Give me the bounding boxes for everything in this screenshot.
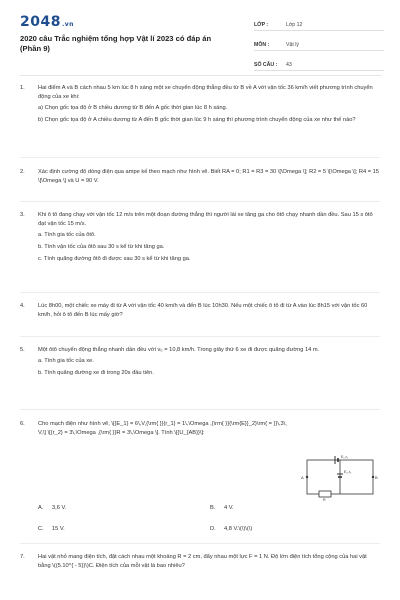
meta-value: Vật lý (286, 42, 299, 48)
option-a[interactable] (38, 505, 188, 511)
question-2 (20, 168, 380, 186)
subpart: a) Chọn gốc tọa độ ở B chiều dương từ B đến A gốc thời gian lúc 8 h sáng. (38, 105, 228, 111)
question-text: Lúc 8h00, một chiếc xe máy đi từ A với vận tốc 40 km/h và đến B lúc 10h30. Nếu một chiếc ô tô đi từ A vào lúc 8h15 với vận tốc 60 km/h, hỏi ô tô đến B lúc mấy giờ? (38, 303, 368, 318)
site-logo[interactable] (20, 14, 74, 30)
option-d[interactable] (210, 526, 360, 532)
node-a-label: A (301, 475, 304, 480)
logo-suffix: .vn (61, 21, 74, 28)
question-6 (20, 420, 290, 438)
option-c[interactable] (38, 526, 188, 532)
question-text: Khi ô tô đang chạy với vận tốc 12 m/s trên một đoạn đường thẳng thì người lái xe tăng ga cho ôtô chạy nhanh dần đều. Sau 15 s ôtô đạt vận tốc 15 m/s. (38, 212, 373, 227)
question-subparts (38, 104, 380, 125)
question-text: Một ôtô chuyển động thẳng nhanh dần đều với v₀ = 10,8 km/h. Trong giây thứ 6 xe đi được quãng đường 14 m. (38, 347, 320, 353)
circuit-svg (295, 452, 385, 502)
meta-label: SỐ CÂU : (254, 62, 278, 68)
divider-line (20, 292, 380, 293)
subpart: c. Tính quãng đường ôtô đi được sau 30 s kể từ khi tăng ga. (38, 256, 191, 262)
meta-value: Lớp 12 (286, 22, 303, 28)
option-label: A. (38, 505, 44, 511)
option-text: 4,8 V.\(\)\(\) (224, 526, 253, 532)
option-label: B. (210, 505, 216, 511)
divider-line (20, 336, 380, 337)
question-number: 4. (20, 303, 25, 309)
question-7 (20, 553, 380, 571)
divider (20, 409, 380, 410)
question-number: 6. (20, 421, 25, 427)
label-e1: E₁,r₁ (341, 455, 349, 459)
option-b[interactable] (210, 505, 360, 511)
question-subparts (38, 231, 380, 264)
subpart: b) Chọn gốc tọa độ ở A chiều dương từ A đến B gốc thời gian lúc 9 h sáng thì phương trình chuyển động của xe như thế nào? (38, 117, 356, 123)
divider (20, 292, 380, 293)
logo-main: 2048 (20, 14, 61, 30)
option-text: 4 V. (224, 505, 234, 511)
question-3 (20, 211, 380, 267)
divider-line (20, 157, 380, 158)
resistor-label: R (323, 498, 326, 502)
subpart: b. Tính quãng đường xe đi trong 20s đầu tiên. (38, 370, 154, 376)
subpart: a. Tính gia tốc của ôtô. (38, 232, 96, 238)
meta-row-class (254, 14, 384, 31)
divider-line (20, 543, 380, 544)
subpart: b. Tính vận tốc của ôtô sau 30 s kể từ khi tăng ga. (38, 244, 165, 250)
circuit-diagram (295, 452, 385, 502)
meta-panel (254, 14, 384, 74)
meta-row-subject (254, 34, 384, 51)
meta-label: MÔN : (254, 42, 270, 48)
option-label: D. (210, 526, 216, 532)
page-title: 2020 câu Trắc nghiệm tổng hợp Vật lí 2023 có đáp án (Phần 9) (20, 34, 212, 53)
question-text: Hai điểm A và B cách nhau 5 km lúc 8 h sáng một xe chuyển động thẳng đều từ B về A với vận tốc 36 km/h viết phương trình chuyển động của xe khi: (38, 85, 373, 100)
question-1 (20, 84, 380, 128)
subpart: a. Tính gia tốc của xe. (38, 358, 94, 364)
question-number: 1. (20, 85, 25, 91)
question-4 (20, 302, 380, 320)
question-number: 5. (20, 347, 25, 353)
question-number: 2. (20, 169, 25, 175)
divider-line (20, 201, 380, 202)
option-text: 3,6 V. (52, 505, 67, 511)
option-text: 15 V. (52, 526, 65, 532)
meta-value: 43 (286, 62, 292, 68)
divider (20, 201, 380, 202)
question-number: 3. (20, 212, 25, 218)
header-divider (20, 75, 382, 76)
divider (20, 157, 380, 158)
divider-line (20, 409, 380, 410)
meta-row-count (254, 54, 384, 71)
label-e2: E₂,r₂ (344, 470, 352, 474)
meta-label: LỚP : (254, 22, 269, 28)
question-5 (20, 346, 380, 381)
option-label: C. (38, 526, 44, 532)
question-text: Xác định cường độ dòng điện qua ampe kế theo mạch như hình vẽ. Biết RA = 0; R1 = R3 = 30 \[\Omega \]; R2 = 5 \[\Omega \]; R4 = 15 \[\Omega \] và U = 90 V. (38, 169, 379, 184)
question-number: 7. (20, 554, 25, 560)
divider (20, 543, 380, 544)
question-text: Cho mạch điện như hình vẽ, \[{E_1} = 6\,V,{\rm{ }}{r_1} = 1\,\Omega ,{\rm{ }}{\rm{E}}_2}\rm{ = }}\,3\,V,\] \[{r_2} = 3\,\Omega ,{\rm{ }}R = 3\,\Omega \]. Tính \[{U_{AB}}\]: (38, 421, 287, 436)
question-text: Hai vật nhỏ mang điện tích, đặt cách nhau một khoảng R = 2 cm, đẩy nhau một lực F = 1 N. Độ lớn điện tích tổng cộng của hai vật bằng \((5.10^{ - 5})\)C. Điện tích của mỗi vật là bao nhiêu? (38, 554, 367, 569)
question-subparts (38, 357, 380, 378)
node-b-label: B (375, 475, 378, 480)
divider (20, 336, 380, 337)
